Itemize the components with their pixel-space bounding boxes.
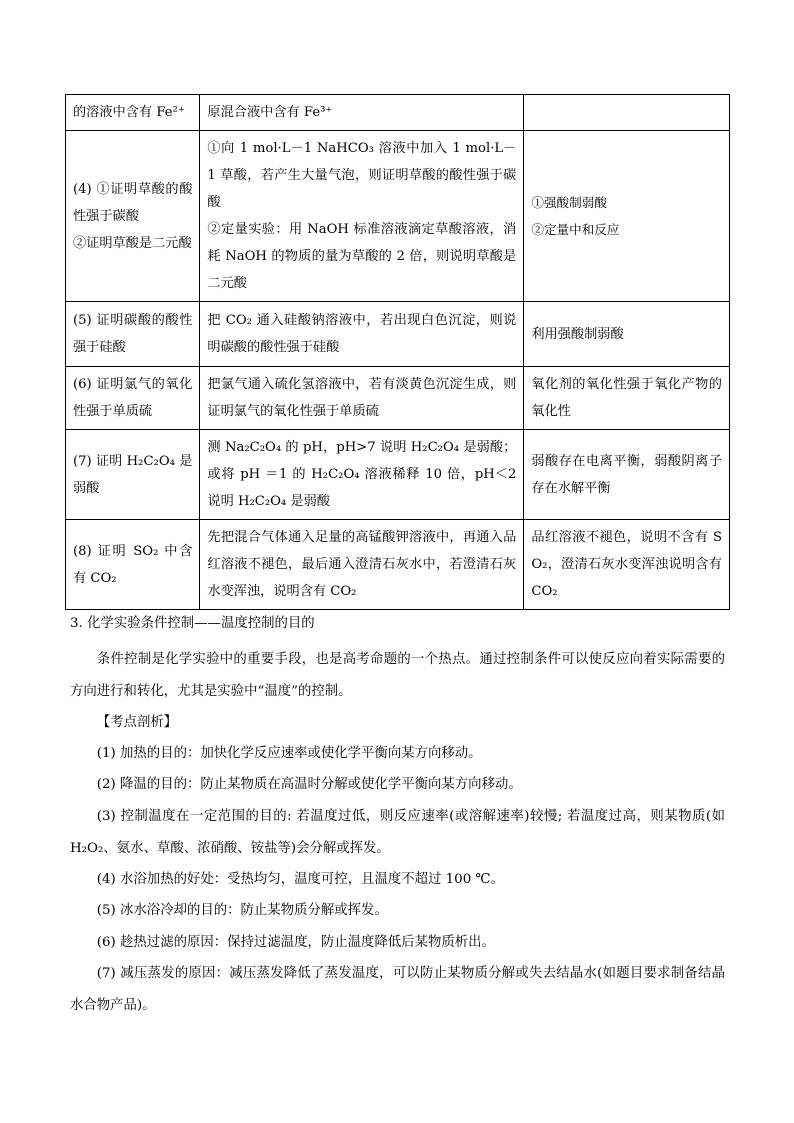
table-row [66, 367, 730, 430]
table-row [66, 131, 730, 302]
table-cell: ①强酸制弱酸 ②定量中和反应 [524, 131, 730, 302]
table-cell: (4) ①证明草酸的酸性强于碳酸 ②证明草酸是二元酸 [66, 131, 200, 302]
table-cell: 利用强酸制弱酸 [524, 302, 730, 367]
table-cell: (8) 证明 SO₂ 中含有 CO₂ [66, 520, 200, 610]
list-item: (1) 加热的目的：加快化学反应速率或使化学平衡向某方向移动。 [96, 746, 482, 761]
table-cell: (6) 证明氯气的氧化性强于单质硫 [66, 367, 200, 430]
table-row [66, 95, 730, 131]
list-item: (4) 水浴加热的好处：受热均匀，温度可控，且温度不超过 100 ℃。 [96, 872, 504, 887]
table-cell: ①向 1 mol·L－1 NaHCO₃ 溶液中加入 1 mol·L－1 草酸，若产生大量气泡，则证明草酸的酸性强于碳酸 ②定量实验：用 NaOH 标准溶液滴定草酸溶液，消耗 NaOH 的物质的量为草酸的 2 倍，则说明草酸是二元酸 [200, 131, 524, 302]
table-cell: (5) 证明碳酸的酸性强于硅酸 [66, 302, 200, 367]
table-cell: 氧化剂的氧化性强于氧化产物的氧化性 [524, 367, 730, 430]
table-cell: (7) 证明 H₂C₂O₄ 是弱酸 [66, 430, 200, 520]
list-item: (5) 冰水浴冷却的目的：防止某物质分解或挥发。 [96, 903, 388, 918]
experiment-table [65, 94, 730, 610]
table-cell [524, 95, 730, 131]
section-title: 3. 化学实验条件控制——温度控制的目的 [70, 616, 315, 631]
intro-paragraph: 条件控制是化学实验中的重要手段，也是高考命题的一个热点。通过控制条件可以使反应向着实际需要的方向进行和转化，尤其是实验中“温度”的控制。 [70, 652, 725, 699]
list-item: (3) 控制温度在一定范围的目的: 若温度过低，则反应速率(或溶解速率)较慢; 若温度过高，则某物质(如 H₂O₂、氨水、草酸、浓硝酸、铵盐等)会分解或挥发。 [70, 809, 725, 856]
analysis-label: 【考点剖析】 [96, 715, 178, 730]
table-cell: 原混合液中含有 Fe³⁺ [200, 95, 524, 131]
table-row [66, 520, 730, 610]
table-cell: 品红溶液不褪色，说明不含有 SO₂，澄清石灰水变浑浊说明含有 CO₂ [524, 520, 730, 610]
table-cell: 的溶液中含有 Fe²⁺ [66, 95, 200, 131]
table-cell: 测 Na₂C₂O₄ 的 pH，pH>7 说明 H₂C₂O₄ 是弱酸；或将 pH ＝1 的 H₂C₂O₄ 溶液稀释 10 倍，pH＜2 说明 H₂C₂O₄ 是弱酸 [200, 430, 524, 520]
list-item: (2) 降温的目的：防止某物质在高温时分解或使化学平衡向某方向移动。 [96, 777, 522, 792]
table-cell: 把氯气通入硫化氢溶液中，若有淡黄色沉淀生成，则证明氯气的氧化性强于单质硫 [200, 367, 524, 430]
list-item: (7) 减压蒸发的原因：减压蒸发降低了蒸发温度，可以防止某物质分解或失去结晶水(如题目要求制备结晶水合物产品)。 [70, 966, 725, 1013]
table-row [66, 430, 730, 520]
list-item: (6) 趁热过滤的原因：保持过滤温度，防止温度降低后某物质析出。 [96, 935, 495, 950]
table-cell: 先把混合气体通入足量的高锰酸钾溶液中，再通入品红溶液不褪色，最后通入澄清石灰水中，若澄清石灰水变浑浊，说明含有 CO₂ [200, 520, 524, 610]
table-cell: 弱酸存在电离平衡，弱酸阴离子存在水解平衡 [524, 430, 730, 520]
table-cell: 把 CO₂ 通入硅酸钠溶液中，若出现白色沉淀，则说明碳酸的酸性强于硅酸 [200, 302, 524, 367]
table-row [66, 302, 730, 367]
